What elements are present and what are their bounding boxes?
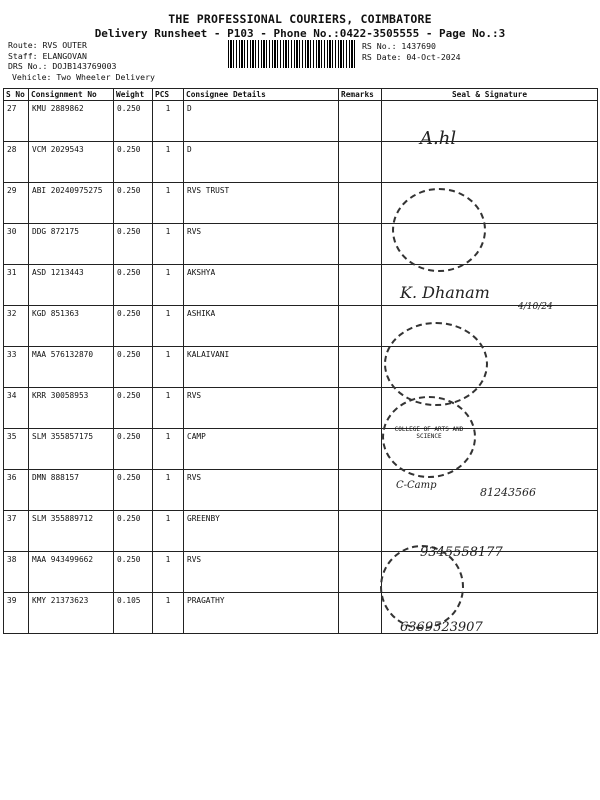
cell-remarks <box>339 306 382 347</box>
col-seal-signature: Seal & Signature <box>382 89 598 101</box>
table-row <box>4 552 598 593</box>
col-consignment: Consignment No <box>29 89 114 101</box>
handwritten-phone: 9345558177 <box>420 545 503 560</box>
college-seal-stamp <box>382 396 476 478</box>
cell-pcs: 1 <box>153 306 184 347</box>
cell-consignment-no: KMU 2889862 <box>29 101 114 142</box>
cell-consignee: RVS <box>184 388 339 429</box>
cell-sno: 34 <box>4 388 29 429</box>
table-row <box>4 224 598 265</box>
cell-consignment-no: ABI 20240975275 <box>29 183 114 224</box>
cell-consignee: AKSHYA <box>184 265 339 306</box>
cell-consignment-no: SLM 355857175 <box>29 429 114 470</box>
cell-consignee: D <box>184 142 339 183</box>
cell-weight: 0.250 <box>114 265 153 306</box>
cell-pcs: 1 <box>153 101 184 142</box>
signature-mark: A.hl <box>420 128 457 149</box>
cell-consignee: RVS <box>184 470 339 511</box>
cell-sno: 33 <box>4 347 29 388</box>
cell-consignee: PRAGATHY <box>184 593 339 634</box>
vehicle-label: Vehicle: Two Wheeler Delivery <box>12 71 155 82</box>
cell-seal-signature <box>382 142 598 183</box>
handwritten-phone: 6369523907 <box>400 620 483 635</box>
cell-consignee: D <box>184 101 339 142</box>
cell-sno: 29 <box>4 183 29 224</box>
cell-consignment-no: SLM 355889712 <box>29 511 114 552</box>
cell-pcs: 1 <box>153 511 184 552</box>
seal-stamp <box>384 322 488 406</box>
cell-remarks <box>339 347 382 388</box>
col-remarks: Remarks <box>339 89 382 101</box>
cell-sno: 31 <box>4 265 29 306</box>
college-seal-text: COLLEGE OF ARTS AND SCIENCE <box>394 426 464 440</box>
table-row <box>4 142 598 183</box>
cell-consignee: CAMP <box>184 429 339 470</box>
cell-sno: 36 <box>4 470 29 511</box>
cell-weight: 0.250 <box>114 511 153 552</box>
cell-weight: 0.250 <box>114 347 153 388</box>
table-row <box>4 429 598 470</box>
cell-pcs: 1 <box>153 388 184 429</box>
rs-number: RS No.: 1437690 <box>362 41 436 51</box>
signature-date: 4/10/24 <box>518 302 553 312</box>
meta-right <box>362 41 461 62</box>
seal-stamp <box>392 188 486 272</box>
cell-consignee: RVS <box>184 224 339 265</box>
company-title: THE PROFESSIONAL COURIERS, COIMBATORE <box>168 12 432 26</box>
cell-weight: 0.250 <box>114 101 153 142</box>
barcode <box>228 40 356 68</box>
cell-pcs: 1 <box>153 224 184 265</box>
cell-remarks <box>339 101 382 142</box>
col-sno: S No <box>4 89 29 101</box>
cell-pcs: 1 <box>153 593 184 634</box>
cell-consignment-no: MAA 576132870 <box>29 347 114 388</box>
col-consignee: Consignee Details <box>184 89 339 101</box>
cell-consignment-no: KMY 21373623 <box>29 593 114 634</box>
cell-weight: 0.250 <box>114 224 153 265</box>
cell-consignee: RVS <box>184 552 339 593</box>
cell-pcs: 1 <box>153 142 184 183</box>
cell-seal-signature <box>382 101 598 142</box>
table-row <box>4 101 598 142</box>
cell-sno: 30 <box>4 224 29 265</box>
rs-date: RS Date: 04-Oct-2024 <box>362 51 461 62</box>
cell-weight: 0.250 <box>114 388 153 429</box>
staff-label: Staff: ELANGOVAN <box>8 50 87 61</box>
cell-consignment-no: DDG 872175 <box>29 224 114 265</box>
cell-remarks <box>339 224 382 265</box>
cell-pcs: 1 <box>153 347 184 388</box>
table-row <box>4 511 598 552</box>
cell-sno: 38 <box>4 552 29 593</box>
table-row <box>4 306 598 347</box>
cell-pcs: 1 <box>153 470 184 511</box>
col-pcs: PCS <box>153 89 184 101</box>
cell-pcs: 1 <box>153 265 184 306</box>
handwritten-phone: 81243566 <box>480 486 536 499</box>
cell-weight: 0.250 <box>114 470 153 511</box>
cell-weight: 0.250 <box>114 142 153 183</box>
runsheet-subtitle: Delivery Runsheet - P103 - Phone No.:0422-3505555 - Page No.:3 <box>94 27 506 40</box>
cell-consignee: RVS TRUST <box>184 183 339 224</box>
cell-consignee: GREENBY <box>184 511 339 552</box>
cell-remarks <box>339 265 382 306</box>
table-row <box>4 183 598 224</box>
drs-label: DRS No.: DOJB143769003 <box>8 61 117 71</box>
table-row <box>4 388 598 429</box>
cell-consignment-no: MAA 943499662 <box>29 552 114 593</box>
signature-k-dhanam: K. Dhanam <box>400 283 490 302</box>
cell-sno: 27 <box>4 101 29 142</box>
cell-consignment-no: VCM 2029543 <box>29 142 114 183</box>
cell-weight: 0.250 <box>114 306 153 347</box>
cell-consignment-no: ASD 1213443 <box>29 265 114 306</box>
cell-sno: 28 <box>4 142 29 183</box>
cell-remarks <box>339 470 382 511</box>
cell-remarks <box>339 511 382 552</box>
cell-remarks <box>339 593 382 634</box>
cell-pcs: 1 <box>153 429 184 470</box>
runsheet-table <box>3 88 598 634</box>
cell-consignment-no: KGD 851363 <box>29 306 114 347</box>
cell-weight: 0.250 <box>114 183 153 224</box>
meta-left <box>8 40 155 82</box>
cell-consignee: ASHIKA <box>184 306 339 347</box>
cell-remarks <box>339 388 382 429</box>
table-row <box>4 593 598 634</box>
cell-consignment-no: KRR 30058953 <box>29 388 114 429</box>
cell-weight: 0.105 <box>114 593 153 634</box>
cell-remarks <box>339 142 382 183</box>
route-label: Route: RVS OUTER <box>8 40 87 50</box>
cell-sno: 37 <box>4 511 29 552</box>
cell-consignee: KALAIVANI <box>184 347 339 388</box>
col-weight: Weight <box>114 89 153 101</box>
table-row <box>4 265 598 306</box>
table-header <box>4 89 598 101</box>
cell-remarks <box>339 183 382 224</box>
cell-remarks <box>339 552 382 593</box>
cell-sno: 39 <box>4 593 29 634</box>
cell-pcs: 1 <box>153 552 184 593</box>
cell-remarks <box>339 429 382 470</box>
cell-consignment-no: DMN 888157 <box>29 470 114 511</box>
cell-sno: 35 <box>4 429 29 470</box>
cell-weight: 0.250 <box>114 552 153 593</box>
cell-sno: 32 <box>4 306 29 347</box>
handwritten-note: C-Camp <box>396 480 437 491</box>
cell-pcs: 1 <box>153 183 184 224</box>
table-row <box>4 347 598 388</box>
cell-weight: 0.250 <box>114 429 153 470</box>
